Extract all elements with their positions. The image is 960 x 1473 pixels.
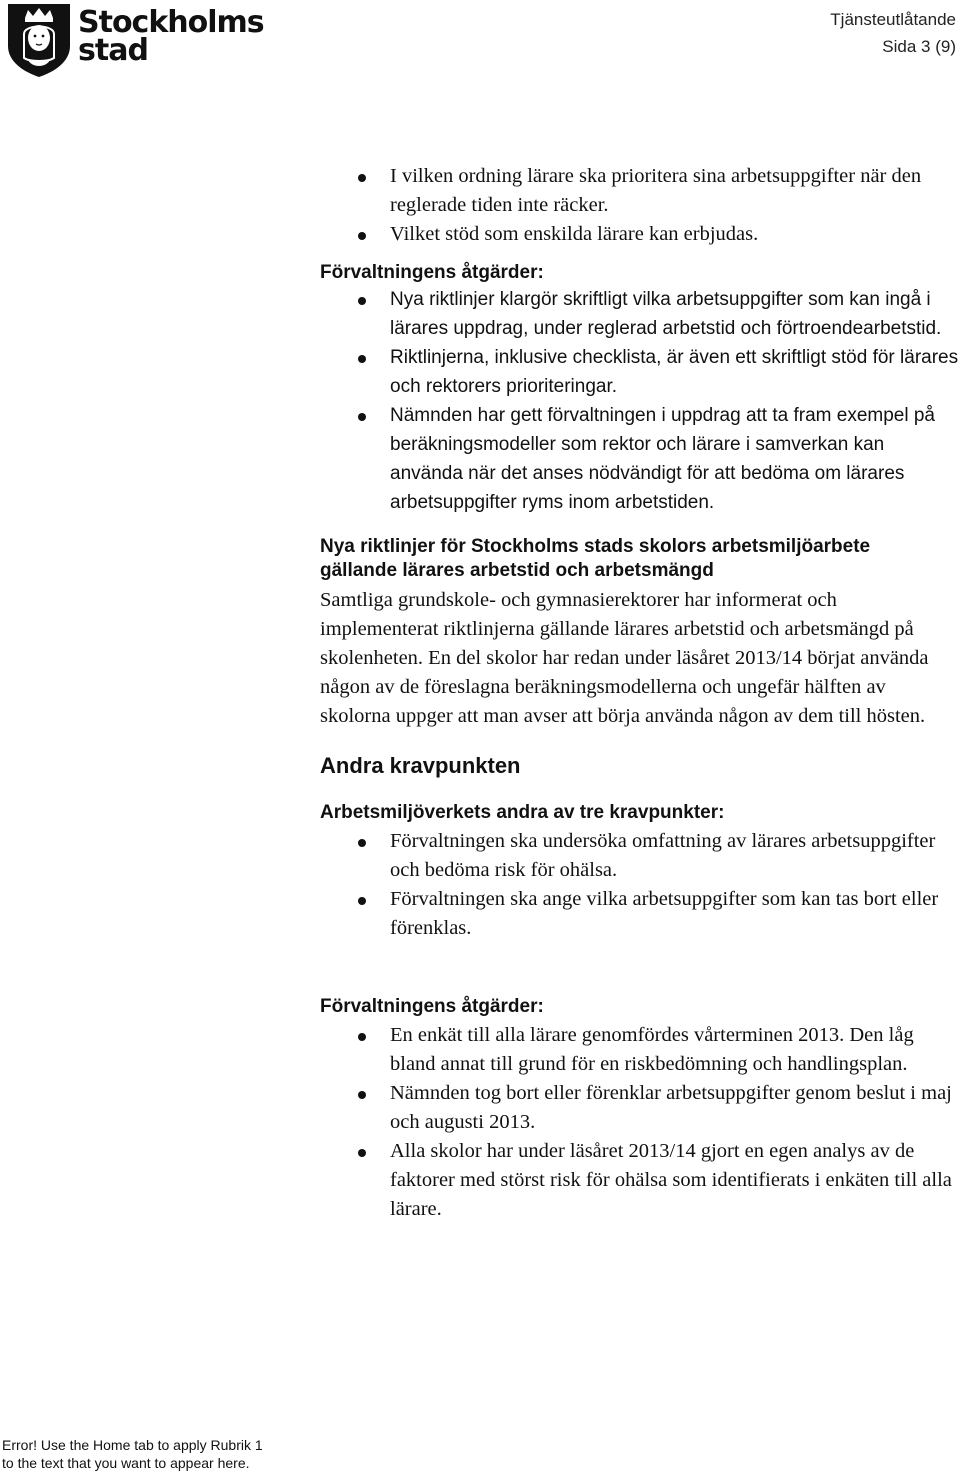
list-item: I vilken ordning lärare ska prioritera sina arbetsuppgifter när den reglerade tiden inte räcker. bbox=[320, 162, 960, 220]
actions-list-1 bbox=[320, 285, 960, 517]
document-meta bbox=[830, 6, 956, 60]
actions-heading-1: Förvaltningens åtgärder: bbox=[320, 262, 544, 283]
stockholm-crest-icon bbox=[6, 2, 72, 78]
guidelines-heading-line-1: Nya riktlinjer för Stockholms stads skolors arbetsmiljöarbete bbox=[320, 536, 871, 557]
guidelines-paragraph: Samtliga grundskole- och gymnasierektorer har informerat och implementerat riktlinjerna gällande lärares arbetstid och arbetsmängd på skolenheten. En del skolor har redan under läsåret 2013/14 börjat använda någon av de föreslagna beräkningsmodellerna och ungefär hälften av skolorna uppger att man avser att börja använda någon av dem till hösten. bbox=[320, 589, 929, 727]
page-number: Sida 3 (9) bbox=[882, 37, 956, 56]
logo-text-line-1: Stockholms bbox=[78, 5, 264, 40]
list-item: Vilket stöd som enskilda lärare kan erbjudas. bbox=[320, 220, 960, 249]
logo-text-line-2: stad bbox=[78, 33, 148, 68]
list-item: Nya riktlinjer klargör skriftligt vilka arbetsuppgifter som kan ingå i lärares uppdrag, under reglerad arbetstid och förtroendearbetstid. bbox=[320, 285, 960, 343]
list-item: Nämnden har gett förvaltningen i uppdrag att ta fram exempel på beräkningsmodeller som rektor och lärare i samverkan kan använda när det anses nödvändigt för att bedöma om lärares arbetsuppgifter ryms inom arbetstiden. bbox=[320, 401, 960, 517]
actions-heading-2: Förvaltningens åtgärder: bbox=[320, 996, 544, 1017]
footer-line-2: to the text that you want to appear here. bbox=[2, 1455, 250, 1471]
document-body bbox=[320, 160, 960, 1224]
guidelines-heading bbox=[320, 535, 960, 583]
second-point-list bbox=[320, 827, 960, 943]
actions-list-2 bbox=[320, 1021, 960, 1224]
intro-bullet-list bbox=[320, 162, 960, 249]
list-item: Nämnden tog bort eller förenklar arbetsuppgifter genom beslut i maj och augusti 2013. bbox=[320, 1079, 960, 1137]
section-title-second-point: Andra kravpunkten bbox=[320, 753, 521, 778]
document-classification: Tjänsteutlåtande bbox=[830, 10, 956, 29]
stockholm-logo bbox=[6, 2, 264, 80]
list-item: Förvaltningen ska undersöka omfattning av lärares arbetsuppgifter och bedöma risk för ohälsa. bbox=[320, 827, 960, 885]
footer-line-1: Error! Use the Home tab to apply Rubrik 1 bbox=[2, 1437, 263, 1453]
list-item: Alla skolor har under läsåret 2013/14 gjort en egen analys av de faktorer med störst risk för ohälsa som identifierats i enkäten till alla lärare. bbox=[320, 1137, 960, 1224]
guidelines-heading-line-2: gällande lärares arbetstid och arbetsmängd bbox=[320, 560, 714, 581]
list-item: En enkät till alla lärare genomfördes vårterminen 2013. Den låg bland annat till grund för en riskbedömning och handlingsplan. bbox=[320, 1021, 960, 1079]
second-point-heading: Arbetsmiljöverkets andra av tre kravpunkter: bbox=[320, 802, 725, 823]
list-item: Förvaltningen ska ange vilka arbetsuppgifter som kan tas bort eller förenklas. bbox=[320, 885, 960, 943]
footer-note bbox=[2, 1436, 263, 1472]
list-item: Riktlinjerna, inklusive checklista, är även ett skriftligt stöd för lärares och rektorers prioriteringar. bbox=[320, 343, 960, 401]
